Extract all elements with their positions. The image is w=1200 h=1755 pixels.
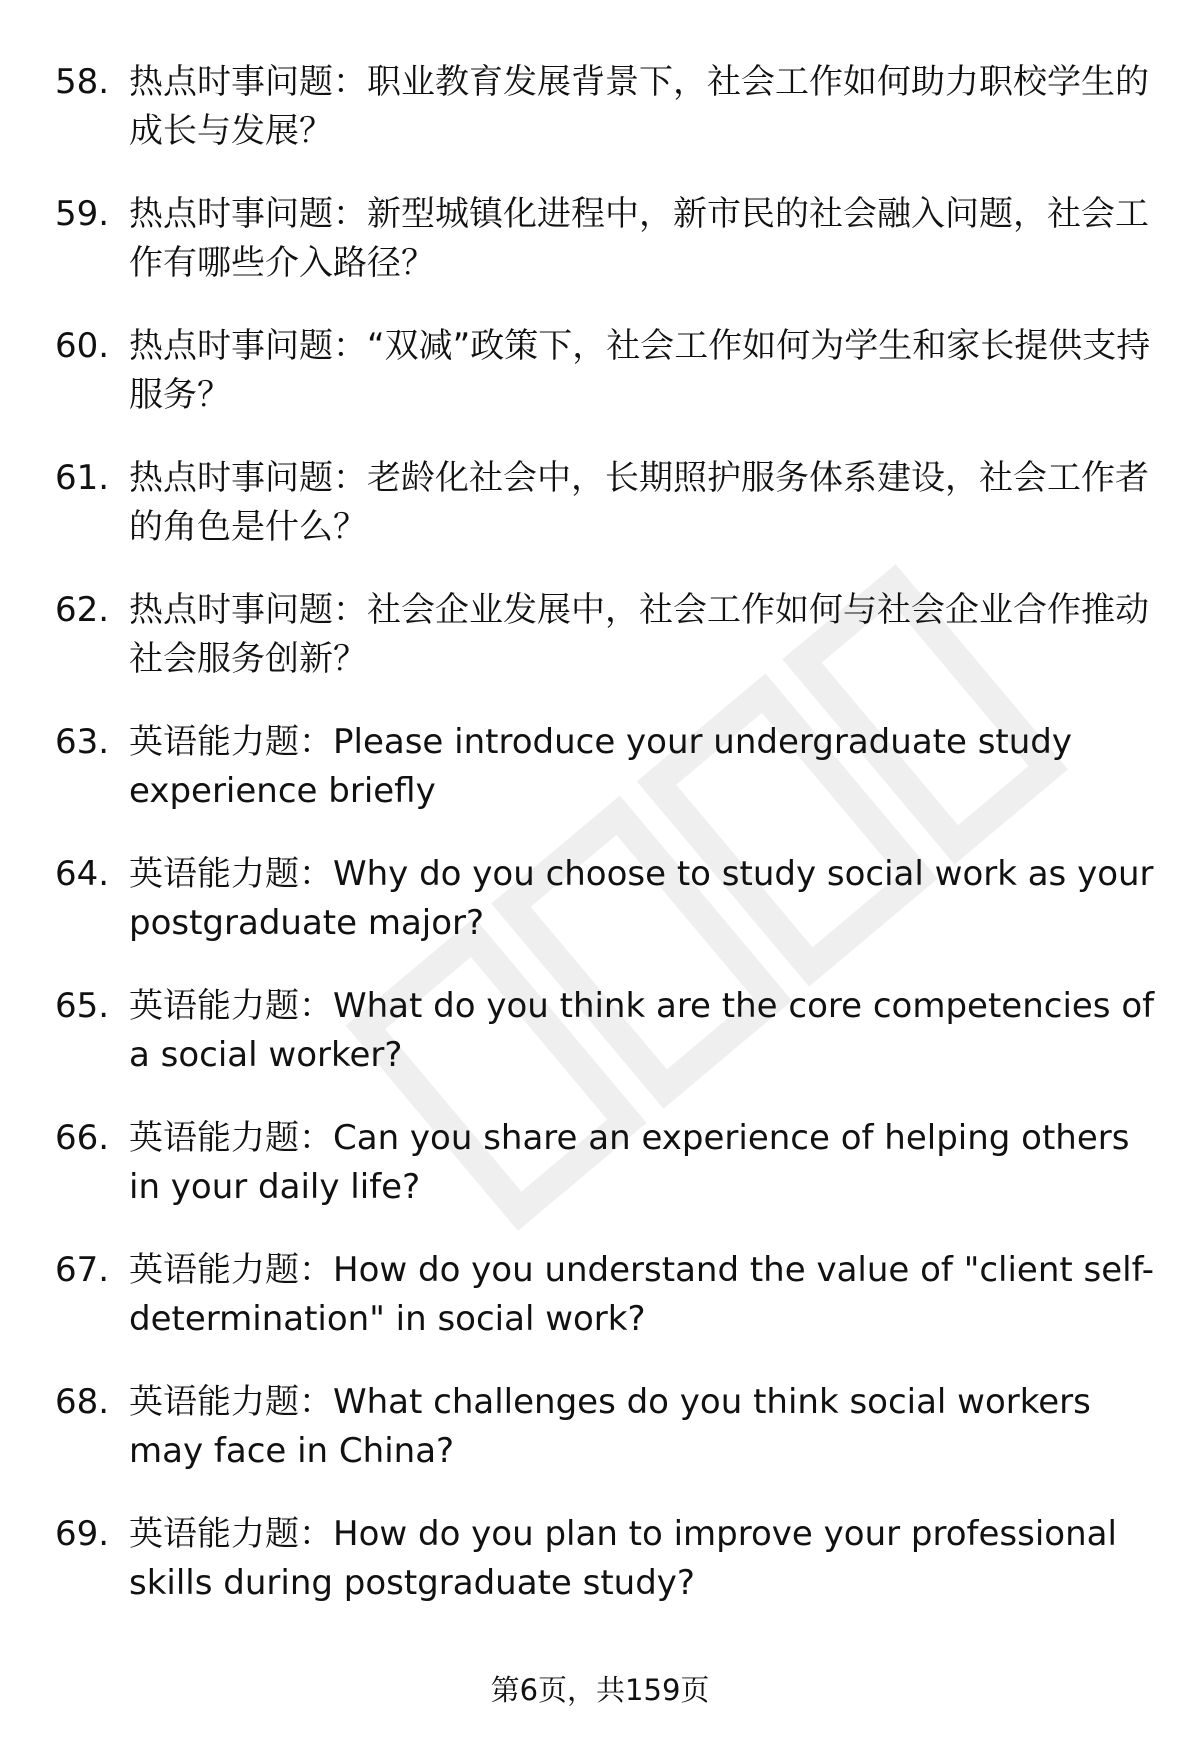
question-item [55,718,1155,816]
question-number: 67. [55,1250,110,1290]
question-list [55,58,1155,1642]
question-number: 60. [55,326,110,366]
question-item [55,454,1155,552]
question-item [55,1378,1155,1476]
question-text: 英语能力题：Please introduce your undergraduate study experience briefly [129,722,1073,811]
page-footer [0,1670,1200,1710]
question-text: 热点时事问题：新型城镇化进程中，新市民的社会融入问题，社会工作有哪些介入路径？ [129,194,1149,283]
question-number: 62. [55,590,110,630]
question-number: 61. [55,458,110,498]
question-number: 59. [55,194,110,234]
question-item [55,322,1155,420]
question-text: 热点时事问题：“双减”政策下，社会工作如何为学生和家长提供支持服务？ [129,326,1151,415]
question-item [55,1246,1155,1344]
question-item [55,850,1155,948]
question-text: 热点时事问题：职业教育发展背景下，社会工作如何助力职校学生的成长与发展？ [129,62,1149,151]
question-item [55,1510,1155,1608]
question-text: 英语能力题：How do you plan to improve your professional skills during postgraduate study? [129,1514,1117,1603]
question-text: 英语能力题：What do you think are the core competencies of a social worker? [129,986,1155,1075]
question-item [55,1114,1155,1212]
question-number: 64. [55,854,110,894]
question-number: 68. [55,1382,110,1422]
question-item [55,982,1155,1080]
question-text: 热点时事问题：社会企业发展中，社会工作如何与社会企业合作推动社会服务创新？ [129,590,1149,679]
question-text: 英语能力题：What challenges do you think social workers may face in China? [129,1382,1091,1471]
question-item [55,586,1155,684]
question-text: 热点时事问题：老龄化社会中，长期照护服务体系建设，社会工作者的角色是什么？ [129,458,1149,547]
question-item [55,58,1155,156]
question-number: 58. [55,62,110,102]
question-number: 66. [55,1118,110,1158]
page-number-label: 第6页，共159页 [490,1673,710,1707]
question-item [55,190,1155,288]
question-text: 英语能力题：Can you share an experience of helping others in your daily life? [129,1118,1130,1207]
question-text: 英语能力题：Why do you choose to study social work as your postgraduate major? [129,854,1154,943]
question-text: 英语能力题：How do you understand the value of "client self-determination" in social work? [129,1250,1154,1339]
question-number: 69. [55,1514,110,1554]
question-number: 65. [55,986,110,1026]
question-number: 63. [55,722,110,762]
